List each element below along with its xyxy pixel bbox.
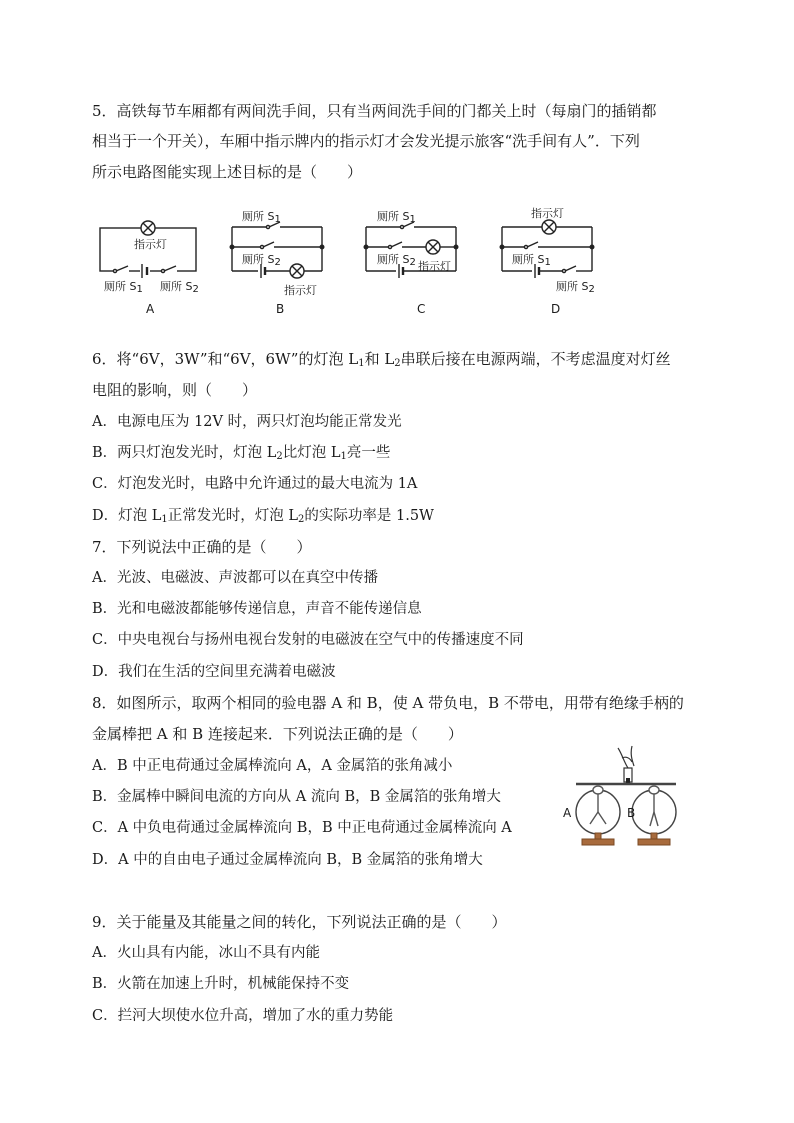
q6-stem-line2: 电阻的影响，则（ ） — [92, 381, 258, 399]
q6-option-b-part3: 亮一些 — [346, 445, 391, 461]
electroscope-a-label: A — [563, 806, 572, 820]
circuit-c-s1-label — [377, 208, 416, 225]
circuit-c-s2-label — [377, 251, 416, 268]
q6-stem-line1 — [92, 349, 671, 374]
q6-stem-sub2: 2 — [394, 358, 401, 369]
circuit-b-s1-label — [242, 208, 281, 225]
q7-stem: 7．下列说法中正确的是（ ） — [92, 538, 312, 556]
q6-stem-sub1: 1 — [358, 358, 365, 369]
circuit-b-caption: B — [276, 302, 285, 316]
q6-option-b-sub2: 1 — [340, 451, 347, 462]
circuit-b-s2-label — [242, 251, 281, 268]
q6-option-d-sub1: 1 — [161, 514, 168, 525]
q8-option-a: A．B 中正电荷通过金属棒流向 A，A 金属箔的张角减小 — [92, 758, 453, 774]
circuit-d-s1-label — [512, 251, 551, 268]
q6-option-d-part1: D．灯泡 L — [92, 508, 162, 524]
circuit-b-s2-sub: 2 — [274, 257, 281, 268]
q8-stem-line1: 8．如图所示，取两个相同的验电器 A 和 B，使 A 带负电，B 不带电，用带有绝缘手柄的 — [92, 694, 684, 712]
q8-option-c: C．A 中负电荷通过金属棒流向 B，B 中正电荷通过金属棒流向 A — [92, 820, 512, 836]
circuit-d-s2-label — [556, 278, 595, 295]
q8-stem-line2: 金属棒把 A 和 B 连接起来．下列说法正确的是（ ） — [92, 725, 463, 743]
circuit-a-s2-sub: 2 — [192, 284, 199, 295]
circuit-d-s2-sub: 2 — [588, 284, 595, 295]
q5-stem-line1: 5．高铁每节车厢都有两间洗手间，只有当两间洗手间的门都关上时（每扇门的插销都 — [92, 102, 657, 120]
circuit-a-s1-label — [104, 278, 143, 295]
circuit-a-indicator-label: 指示灯 — [134, 238, 167, 251]
q7-option-c: C．中央电视台与扬州电视台发射的电磁波在空气中的传播速度不同 — [92, 632, 524, 648]
q6-option-b-part2: 比灯泡 L — [282, 445, 341, 461]
circuit-a-s1-text: 厕所 S — [104, 280, 137, 293]
q6-stem-part2: 和 L — [364, 350, 395, 368]
q8-option-b: B．金属棒中瞬间电流的方向从 A 流向 B，B 金属箔的张角增大 — [92, 789, 501, 805]
q5-stem-line2: 相当于一个开关），车厢中指示牌内的指示灯才会发光提示旅客“洗手间有人”．下列 — [92, 132, 640, 150]
q7-option-d: D．我们在生活的空间里充满着电磁波 — [92, 664, 336, 680]
circuit-d-caption: D — [551, 302, 561, 316]
q6-option-d — [92, 506, 434, 530]
q6-option-b-sub1: 2 — [276, 451, 283, 462]
circuit-b-s1-text: 厕所 S — [242, 210, 275, 223]
circuit-a-s2-label — [160, 278, 199, 295]
circuit-b-s1-sub: 1 — [274, 214, 281, 225]
q6-option-b-part1: B．两只灯泡发光时，灯泡 L — [92, 445, 277, 461]
q6-option-d-part3: 的实际功率是 1.5W — [304, 508, 434, 524]
q6-stem-part1: 6．将“6V，3W”和“6V，6W”的灯泡 L — [92, 350, 359, 368]
circuit-a-s2-text: 厕所 S — [160, 280, 193, 293]
circuit-c-s1-text: 厕所 S — [377, 210, 410, 223]
electroscope-diagram — [562, 744, 698, 850]
q9-stem: 9．关于能量及其能量之间的转化，下列说法正确的是（ ） — [92, 913, 507, 931]
circuit-c-s2-text: 厕所 S — [377, 253, 410, 266]
q5-stem-line3: 所示电路图能实现上述目标的是（ ） — [92, 163, 363, 181]
q7-option-a: A．光波、电磁波、声波都可以在真空中传播 — [92, 570, 378, 586]
circuit-d-s2-text: 厕所 S — [556, 280, 589, 293]
q6-option-b — [92, 443, 390, 467]
q9-option-c: C．拦河大坝使水位升高，增加了水的重力势能 — [92, 1008, 394, 1024]
circuit-a-s1-sub: 1 — [136, 284, 143, 295]
q9-option-a: A．火山具有内能，冰山不具有内能 — [92, 945, 320, 961]
q6-option-c: C．灯泡发光时，电路中允许通过的最大电流为 1A — [92, 476, 418, 492]
circuit-c-s2-sub: 2 — [409, 257, 416, 268]
q7-option-b: B．光和电磁波都能够传递信息，声音不能传递信息 — [92, 601, 422, 617]
q6-option-d-part2: 正常发光时，灯泡 L — [167, 508, 298, 524]
circuit-c-indicator-label: 指示灯 — [418, 260, 451, 273]
circuit-c-caption: C — [417, 302, 426, 316]
q9-option-b: B．火箭在加速上升时，机械能保持不变 — [92, 976, 350, 992]
q6-option-a: A．电源电压为 12V 时，两只灯泡均能正常发光 — [92, 414, 402, 430]
circuit-d-indicator-label: 指示灯 — [531, 207, 564, 220]
electroscope-b-label: B — [627, 806, 636, 820]
circuit-a-caption: A — [146, 302, 155, 316]
circuit-d-s1-sub: 1 — [544, 257, 551, 268]
circuit-d-s1-text: 厕所 S — [512, 253, 545, 266]
q6-stem-part3: 串联后接在电源两端，不考虑温度对灯丝 — [400, 350, 671, 368]
circuit-c-s1-sub: 1 — [409, 214, 416, 225]
q6-option-d-sub2: 2 — [298, 514, 305, 525]
circuit-b-s2-text: 厕所 S — [242, 253, 275, 266]
circuit-b-indicator-label: 指示灯 — [284, 284, 317, 297]
q8-option-d: D．A 中的自由电子通过金属棒流向 B，B 金属箔的张角增大 — [92, 852, 483, 868]
